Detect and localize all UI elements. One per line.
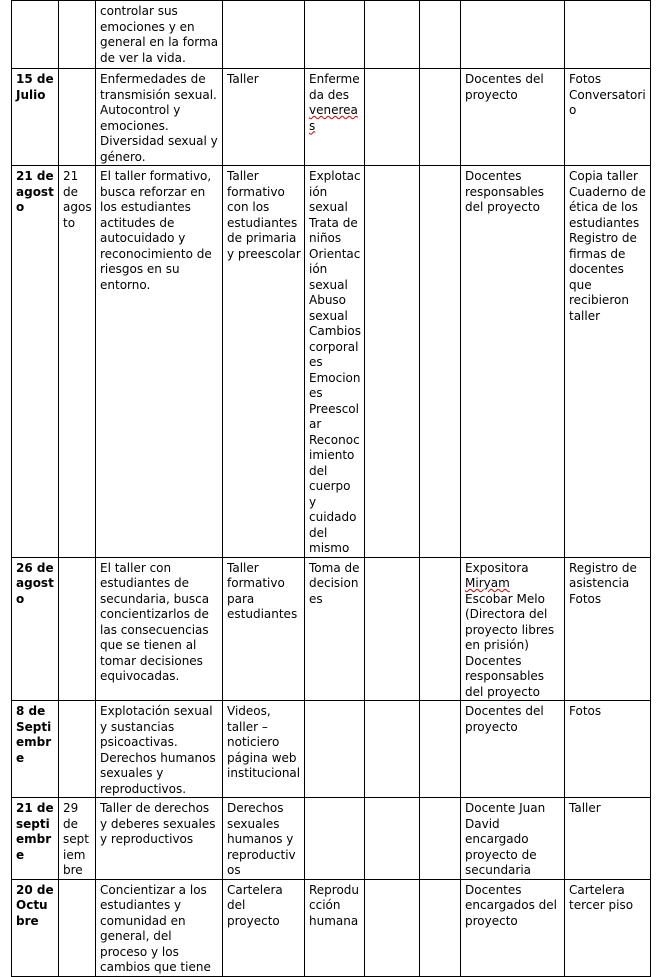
date-cell: 21 de septiembre bbox=[12, 798, 59, 880]
empty-cell bbox=[365, 557, 420, 701]
activity-cell: Taller formativo para estudiantes bbox=[223, 557, 305, 701]
activity-cell: Videos, taller – noticiero página web institucional bbox=[223, 701, 305, 798]
empty-cell bbox=[365, 69, 420, 166]
table-row bbox=[12, 1, 651, 69]
table-row bbox=[12, 69, 651, 166]
spellcheck-word: venereas bbox=[309, 103, 358, 133]
empty-cell bbox=[420, 879, 461, 976]
table-row bbox=[12, 166, 651, 558]
date2-cell bbox=[59, 879, 96, 976]
description-cell: Concientizar a los estudiantes y comunidad en general, del proceso y los cambios que tiene bbox=[96, 879, 223, 976]
responsible-cell: Docentes encargados del proyecto bbox=[461, 879, 565, 976]
evidence-cell: Fotos Conversatorio bbox=[565, 69, 651, 166]
table-row bbox=[12, 798, 651, 880]
table-row bbox=[12, 557, 651, 701]
description-cell: El taller con estudiantes de secundaria, busca concientizarlos de las consecuencias que se tienen al tomar decisiones equivocadas. bbox=[96, 557, 223, 701]
responsible-cell: Docentes responsables del proyecto bbox=[461, 166, 565, 558]
topics-cell bbox=[305, 1, 365, 69]
topics-cell bbox=[305, 798, 365, 880]
empty-cell bbox=[420, 1, 461, 69]
responsible-cell bbox=[461, 557, 565, 701]
topics-cell bbox=[305, 701, 365, 798]
responsible-cell: Docentes del proyecto bbox=[461, 701, 565, 798]
activity-cell: Derechos sexuales humanos y reproductivos bbox=[223, 798, 305, 880]
empty-cell bbox=[420, 701, 461, 798]
description-cell: Taller de derechos y deberes sexuales y reproductivos bbox=[96, 798, 223, 880]
responsible-text: Escobar Melo (Directora del proyecto libres en prisión) Docentes responsables del proyecto bbox=[465, 591, 555, 699]
empty-cell bbox=[420, 798, 461, 880]
topics-text: Enfermeda des bbox=[309, 72, 360, 102]
responsible-cell bbox=[461, 1, 565, 69]
evidence-cell: Taller bbox=[565, 798, 651, 880]
description-cell: El taller formativo, busca reforzar en los estudiantes actitudes de autocuidado y reconocimiento de riesgos en su entorno. bbox=[96, 166, 223, 558]
evidence-cell: Fotos bbox=[565, 701, 651, 798]
activity-cell: Taller bbox=[223, 69, 305, 166]
topics-cell bbox=[305, 69, 365, 166]
date-cell: 8 de Septiembre bbox=[12, 701, 59, 798]
responsible-text: Expositora bbox=[465, 560, 529, 575]
activity-cell bbox=[223, 1, 305, 69]
description-cell: controlar sus emociones y en general en la forma de ver la vida. bbox=[96, 1, 223, 69]
schedule-table bbox=[11, 0, 651, 977]
date2-cell bbox=[59, 69, 96, 166]
date2-cell: 29 de septiembre bbox=[59, 798, 96, 880]
empty-cell bbox=[365, 879, 420, 976]
responsible-cell: Docentes del proyecto bbox=[461, 69, 565, 166]
description-cell: Explotación sexual y sustancias psicoactivas. Derechos humanos sexuales y reproductivos. bbox=[96, 701, 223, 798]
date-cell: 26 de agosto bbox=[12, 557, 59, 701]
topics-cell: Explotación sexual Trata de niños Orientación sexual Abuso sexual Cambios corporales Emociones Preescolar Reconocimiento del cuerpo y cuidado del mismo bbox=[305, 166, 365, 558]
date-cell bbox=[12, 1, 59, 69]
date2-cell bbox=[59, 557, 96, 701]
activity-cell: Taller formativo con los estudiantes de primaria y preescolar bbox=[223, 166, 305, 558]
evidence-cell: Copia taller Cuaderno de ética de los estudiantes Registro de firmas de docentes que recibieron taller bbox=[565, 166, 651, 558]
empty-cell bbox=[420, 69, 461, 166]
empty-cell bbox=[365, 798, 420, 880]
empty-cell bbox=[420, 166, 461, 558]
spellcheck-word: Miryam bbox=[465, 576, 510, 590]
date-cell: 20 de Octubre bbox=[12, 879, 59, 976]
table-row bbox=[12, 701, 651, 798]
date2-cell: 21 de agosto bbox=[59, 166, 96, 558]
empty-cell bbox=[420, 557, 461, 701]
activity-cell: Cartelera del proyecto bbox=[223, 879, 305, 976]
empty-cell bbox=[365, 701, 420, 798]
responsible-cell: Docente Juan David encargado proyecto de secundaria bbox=[461, 798, 565, 880]
empty-cell bbox=[365, 1, 420, 69]
description-cell: Enfermedades de transmisión sexual. Autocontrol y emociones. Diversidad sexual y género. bbox=[96, 69, 223, 166]
topics-cell: Reproducción humana bbox=[305, 879, 365, 976]
evidence-cell: Cartelera tercer piso bbox=[565, 879, 651, 976]
date2-cell bbox=[59, 701, 96, 798]
date-cell: 21 de agosto bbox=[12, 166, 59, 558]
topics-cell: Toma de decisiones bbox=[305, 557, 365, 701]
table-row bbox=[12, 879, 651, 976]
date2-cell bbox=[59, 1, 96, 69]
evidence-cell: Registro de asistencia Fotos bbox=[565, 557, 651, 701]
date-cell: 15 de Julio bbox=[12, 69, 59, 166]
empty-cell bbox=[365, 166, 420, 558]
evidence-cell bbox=[565, 1, 651, 69]
